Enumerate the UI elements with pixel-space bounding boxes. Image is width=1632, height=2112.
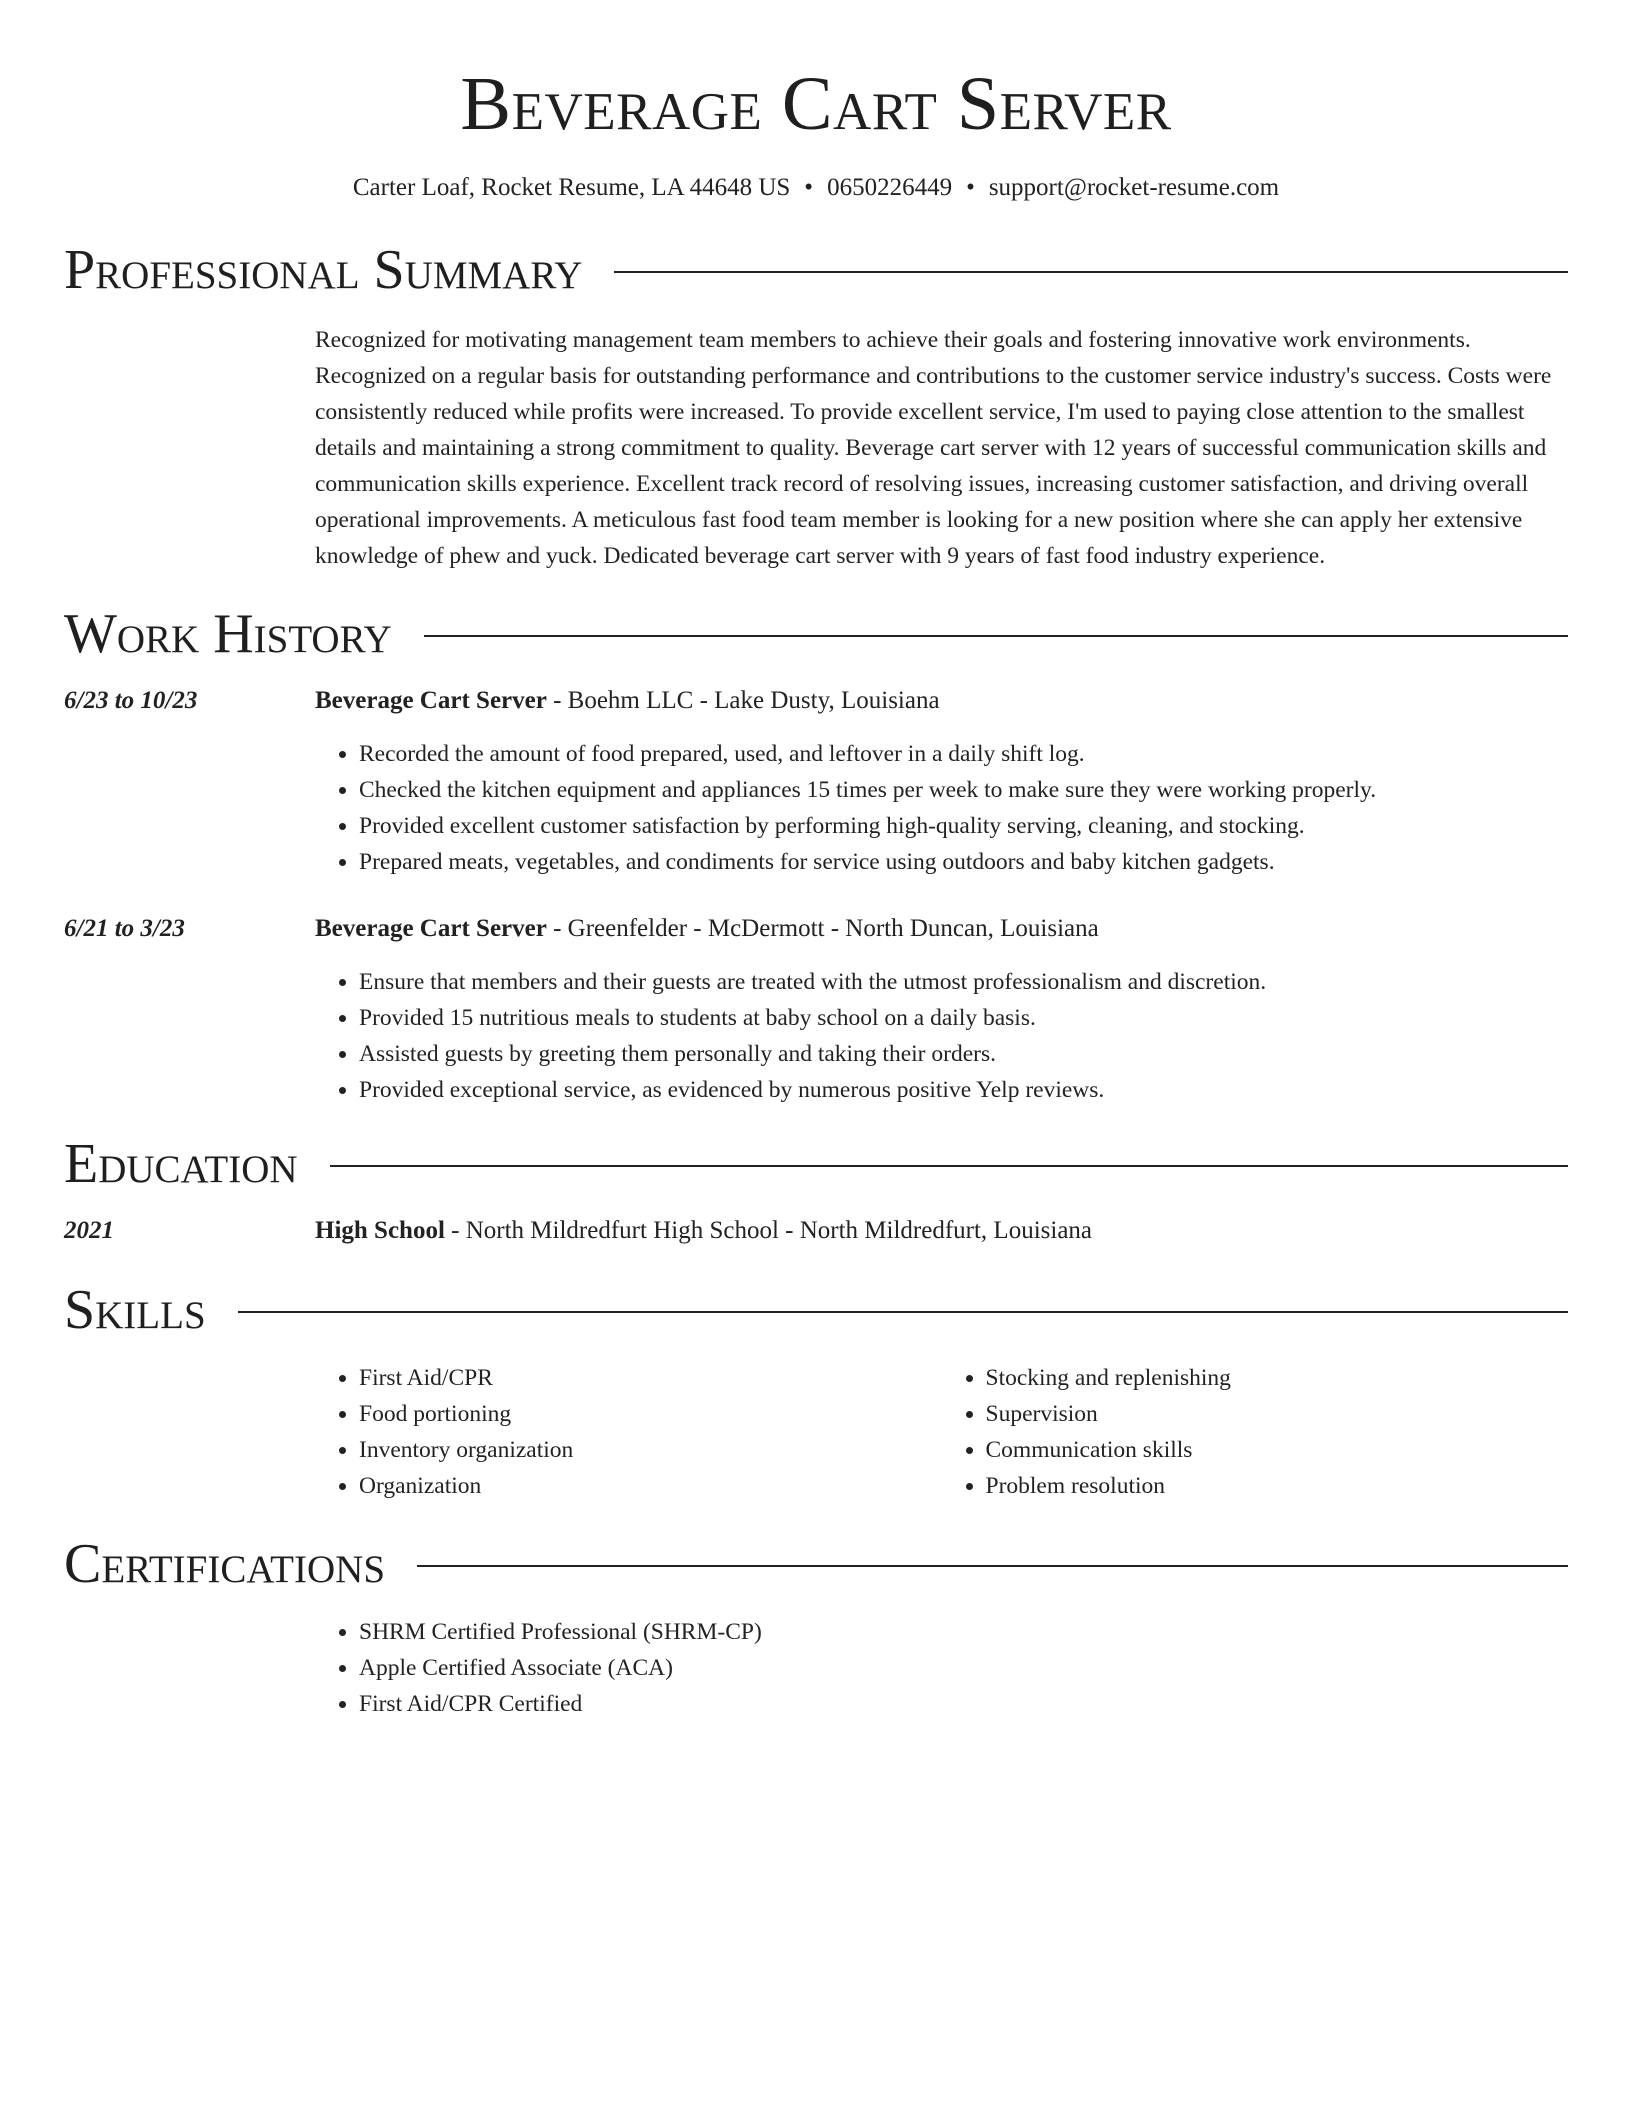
skills-section-title: Skills xyxy=(64,1279,206,1341)
summary-body xyxy=(315,322,1568,574)
list-item: • Communication skills xyxy=(986,1432,1569,1468)
skills-column-left xyxy=(315,1360,942,1504)
list-item: • First Aid/CPR xyxy=(359,1360,942,1396)
summary-text: Recognized for motivating management team members to achieve their goals and fostering innovative work environments. Recognized on a regular basis for outstanding performance and contributions to the customer service industry's success. Costs were consistently reduced while profits were increased. To provide excellent service, I'm used to paying close attention to the smallest details and maintaining a strong commitment to quality. Beverage cart server with 12 years of successful communication skills and communication skills experience. Excellent track record of resolving issues, increasing customer satisfaction, and driving overall operational improvements. A meticulous fast food team member is looking for a new position where she can apply her extensive knowledge of phew and yuck. Dedicated beverage cart server with 9 years of fast food industry experience. xyxy=(315,327,1552,569)
skills-section-header xyxy=(64,1280,1568,1340)
list-item: • Organization xyxy=(359,1468,942,1504)
job-bullets xyxy=(315,964,1568,1108)
job-title: Beverage Cart Server xyxy=(315,915,547,942)
job-details: - Greenfelder - McDermott - North Duncan, Louisiana xyxy=(546,915,1099,942)
job-header xyxy=(64,912,1568,946)
education-details: - North Mildredfurt High School - North Mildredfurt, Louisiana xyxy=(444,1217,1093,1244)
contact-phone: 0650226449 xyxy=(827,174,953,201)
job-title: Beverage Cart Server xyxy=(315,687,547,714)
work-section-title: Work History xyxy=(64,603,392,665)
list-item: • Provided exceptional service, as evidenced by numerous positive Yelp reviews. xyxy=(359,1072,1568,1108)
list-item: • Checked the kitchen equipment and appliances 15 times per week to make sure they were working properly. xyxy=(359,772,1568,808)
job-header xyxy=(64,684,1568,718)
list-item: • Stocking and replenishing xyxy=(986,1360,1569,1396)
work-section-header xyxy=(64,604,1568,664)
list-item: • Food portioning xyxy=(359,1396,942,1432)
list-item: • Assisted guests by greeting them personally and taking their orders. xyxy=(359,1036,1568,1072)
contact-address: Carter Loaf, Rocket Resume, LA 44648 US xyxy=(352,174,791,201)
resume-page xyxy=(64,0,1568,1722)
list-item: • First Aid/CPR Certified xyxy=(359,1686,1568,1722)
section-divider xyxy=(424,635,1568,637)
list-item: • Provided 15 nutritious meals to students at baby school on a daily basis. xyxy=(359,1000,1568,1036)
section-divider xyxy=(330,1165,1568,1167)
job-bullets xyxy=(315,736,1568,880)
skills-list xyxy=(315,1360,1568,1504)
list-item: • Prepared meats, vegetables, and condiments for service using outdoors and baby kitchen gadgets. xyxy=(359,844,1568,880)
contact-line xyxy=(64,172,1568,204)
certifications-list xyxy=(315,1614,1568,1722)
list-item: • Recorded the amount of food prepared, used, and leftover in a daily shift log. xyxy=(359,736,1568,772)
list-item: • Problem resolution xyxy=(986,1468,1569,1504)
job-entry xyxy=(64,912,1568,1108)
list-item: • Inventory organization xyxy=(359,1432,942,1468)
section-divider xyxy=(614,271,1568,273)
section-divider xyxy=(238,1311,1568,1313)
education-entry xyxy=(64,1214,1568,1248)
education-line xyxy=(315,1214,1092,1248)
education-section-title: Education xyxy=(64,1133,298,1195)
list-item: • Apple Certified Associate (ACA) xyxy=(359,1650,1568,1686)
job-details: - Boehm LLC - Lake Dusty, Louisiana xyxy=(546,687,940,714)
skills-column-right xyxy=(942,1360,1569,1504)
job-entry xyxy=(64,684,1568,880)
education-section-header xyxy=(64,1134,1568,1194)
certifications-section-header xyxy=(64,1534,1568,1594)
certifications-section-title: Certifications xyxy=(64,1533,386,1595)
list-item: • Provided excellent customer satisfaction by performing high-quality serving, cleaning, and stocking. xyxy=(359,808,1568,844)
education-date: 2021 xyxy=(64,1217,114,1244)
summary-section-title: Professional Summary xyxy=(64,239,583,301)
list-item: • Supervision xyxy=(986,1396,1569,1432)
job-date: 6/21 to 3/23 xyxy=(64,915,185,942)
list-item: • Ensure that members and their guests are treated with the utmost professionalism and discretion. xyxy=(359,964,1568,1000)
resume-name: Beverage Cart Server xyxy=(460,62,1172,146)
education-degree: High School xyxy=(315,1217,445,1244)
contact-email: support@rocket-resume.com xyxy=(988,174,1280,201)
section-divider xyxy=(417,1565,1568,1567)
job-date: 6/23 to 10/23 xyxy=(64,687,198,714)
summary-section-header xyxy=(64,240,1568,300)
list-item: • SHRM Certified Professional (SHRM-CP) xyxy=(359,1614,1568,1650)
contact-separator: • xyxy=(804,174,814,201)
job-role-line xyxy=(315,684,940,718)
job-role-line xyxy=(315,912,1099,946)
contact-separator: • xyxy=(966,174,975,201)
